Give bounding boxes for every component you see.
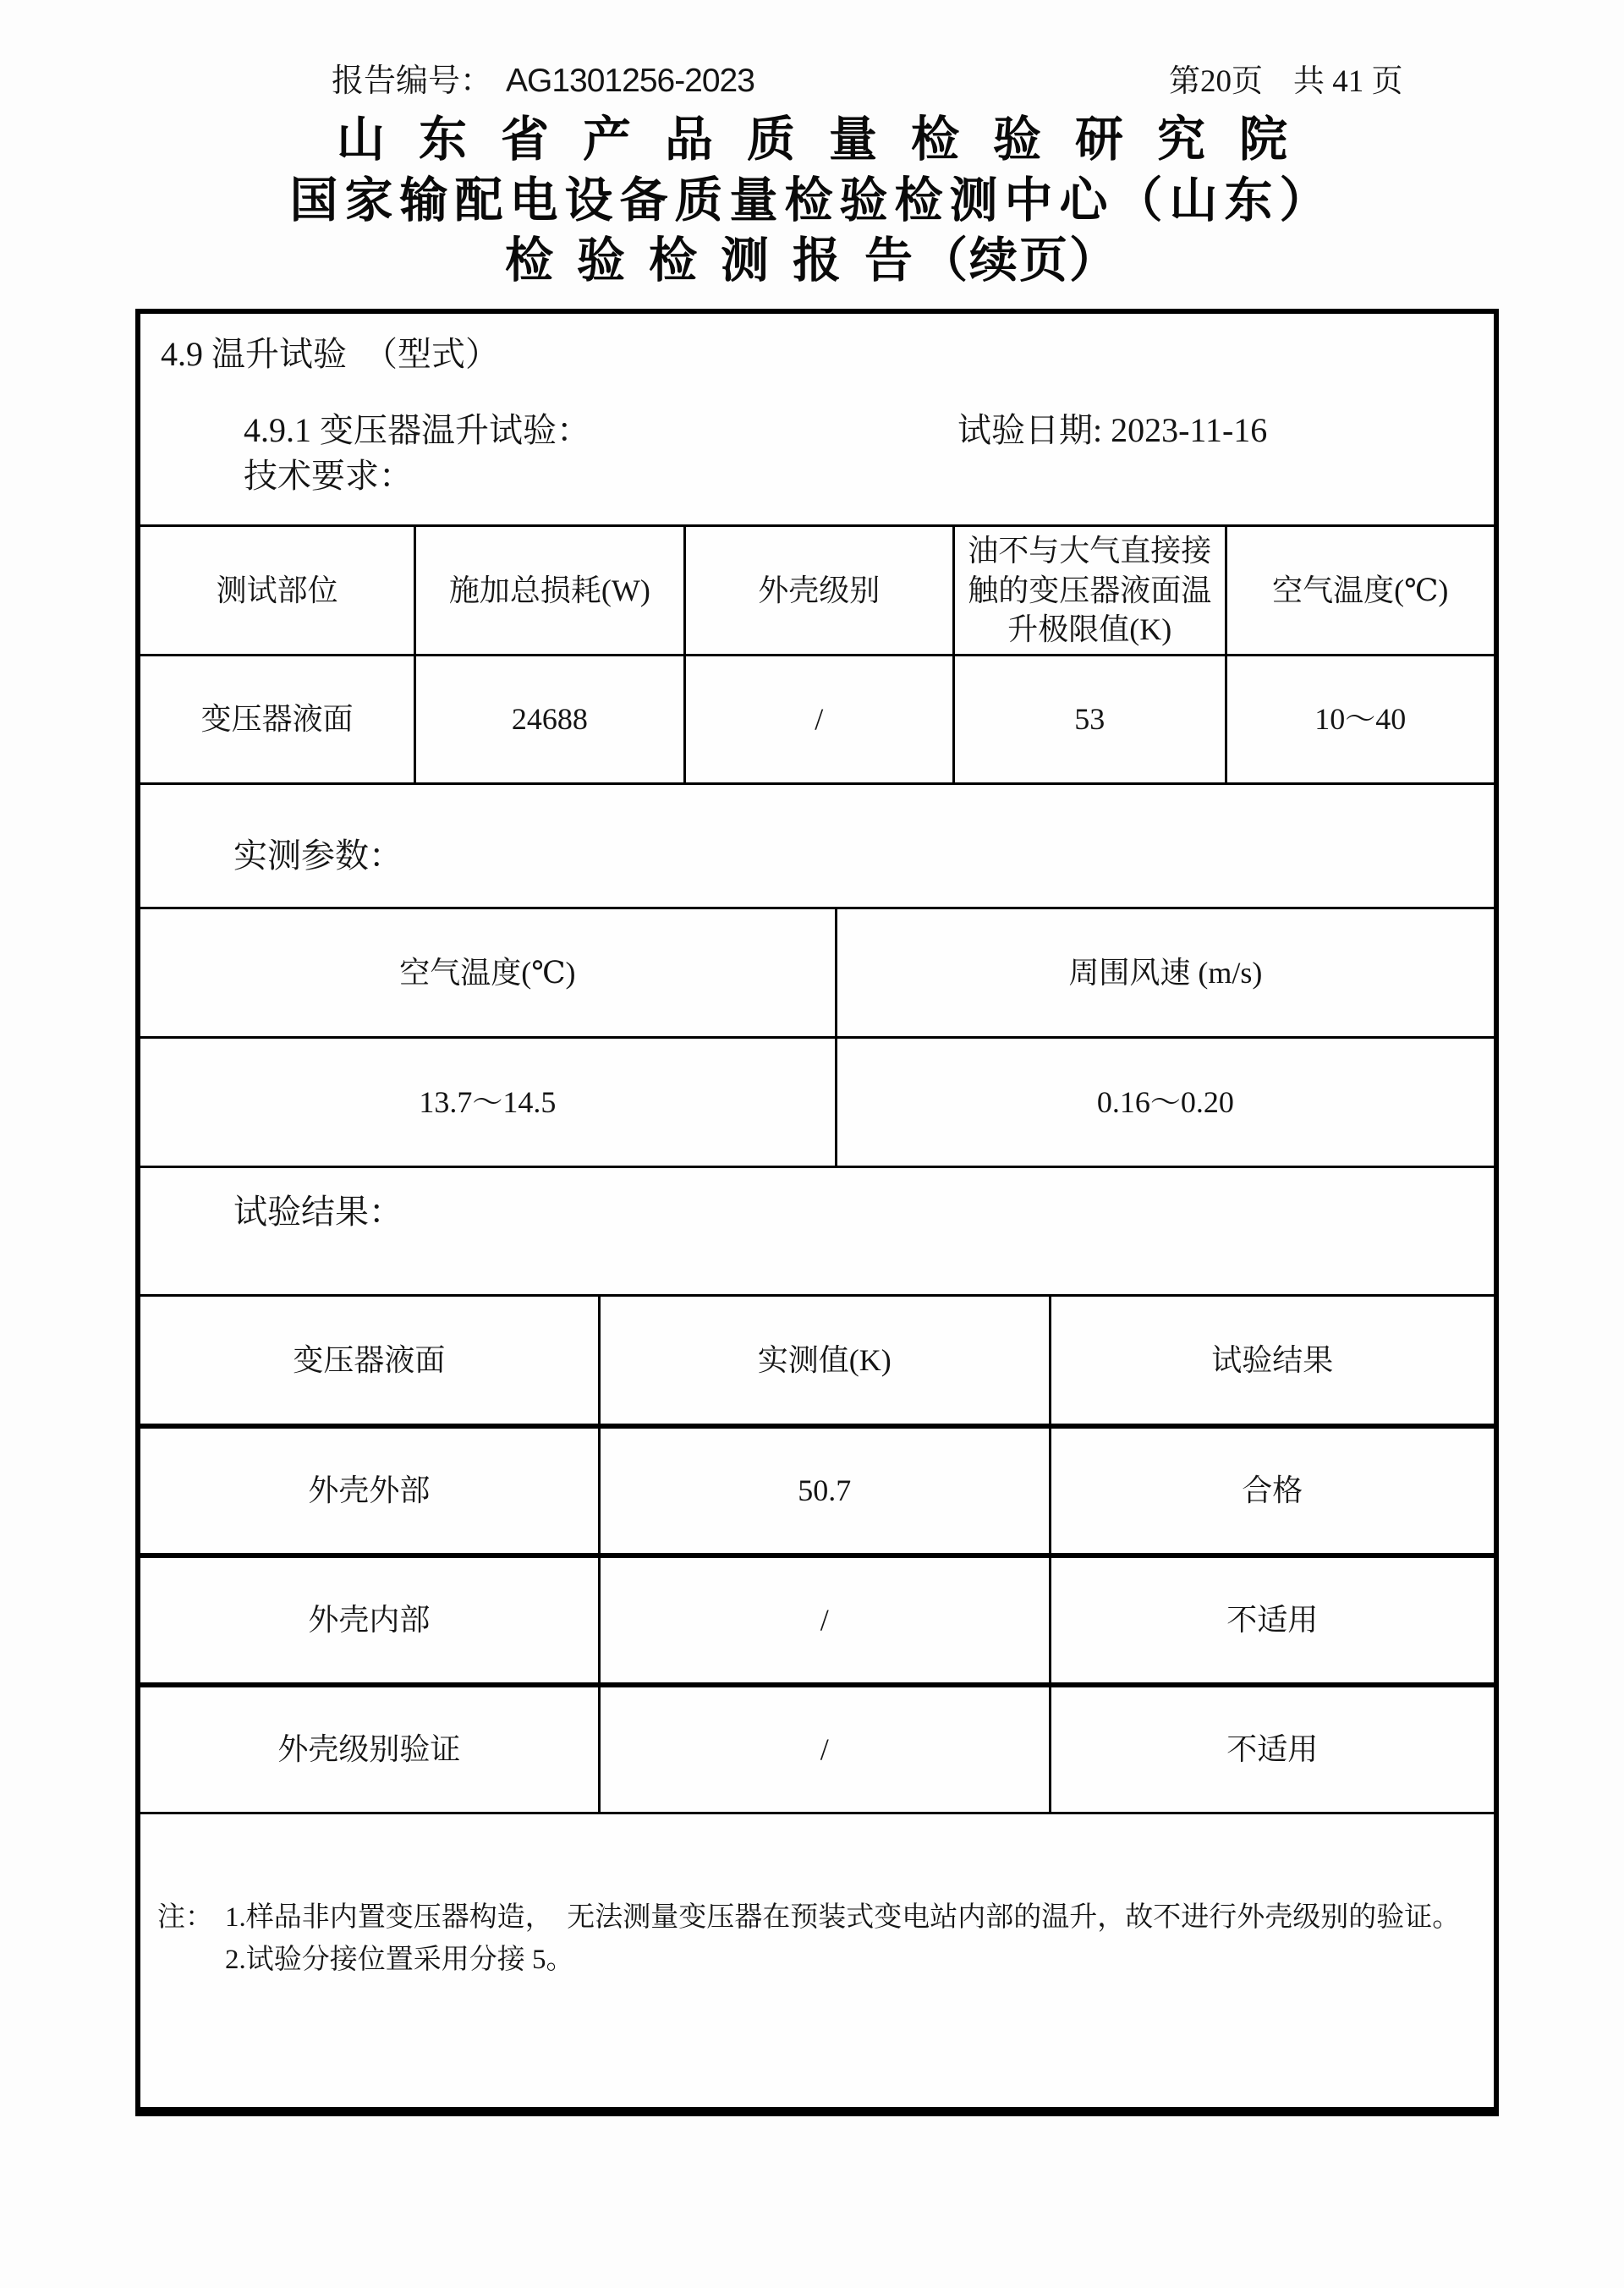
ambient-header-cell: 空气温度(℃) xyxy=(399,955,576,990)
measured-params-label: 实测参数： xyxy=(233,837,403,875)
tech-requirement-label: 技术要求： xyxy=(244,457,413,495)
report-number-value: AG1301256-2023 xyxy=(506,63,754,99)
test-result-band xyxy=(140,1166,1494,1294)
spec-cell-enclosure-class: / xyxy=(683,654,952,782)
result-header-cell: 试验结果 xyxy=(1049,1297,1494,1424)
result-cell-value: / xyxy=(598,1553,1049,1682)
result-cell-value: / xyxy=(598,1682,1049,1812)
test-date: 试验日期: 2023-11-16 xyxy=(957,411,1268,449)
section-heading: 4.9 温升试验 （型式） xyxy=(161,335,499,373)
report-body-box xyxy=(135,309,1499,2116)
page-total: 共 41 页 xyxy=(1293,64,1403,99)
note-item-1: 1.样品非内置变压器构造， 无法测量变压器在预装式变电站内部的温升，故不进行外壳级别的验证。 xyxy=(225,1902,1461,1933)
report-title-main: 检验检测报告 xyxy=(505,234,936,288)
report-number-label: 报告编号： xyxy=(332,63,493,99)
result-cell-item: 外壳外部 xyxy=(140,1424,598,1553)
result-header-cell: 实测值(K) xyxy=(598,1297,1049,1424)
page-header xyxy=(0,61,1624,105)
page-current: 第20页 xyxy=(1169,64,1263,99)
ambient-cell-wind: 0.16～0.20 xyxy=(835,1036,1494,1166)
spec-header-cell: 空气温度(℃) xyxy=(1225,527,1494,654)
result-cell-verdict: 不适用 xyxy=(1049,1682,1494,1812)
result-table xyxy=(140,1294,1494,1812)
page-indicator xyxy=(1169,66,1403,97)
spec-table xyxy=(140,524,1494,782)
ambient-cell-temp: 13.7～14.5 xyxy=(140,1036,835,1166)
result-cell-item: 外壳级别验证 xyxy=(140,1682,598,1812)
note-label: 注： xyxy=(157,1902,213,1933)
institute-title: 山东省产品质量检验研究院 xyxy=(337,113,1321,167)
note-band xyxy=(140,1812,1494,2107)
note-item-2: 2.试验分接位置采用分接 5。 xyxy=(225,1944,574,1975)
report-title-suffix: （续页） xyxy=(919,234,1119,288)
spec-cell-part: 变压器液面 xyxy=(140,654,414,782)
note-items xyxy=(225,1899,1468,1983)
spec-header-cell: 外壳级别 xyxy=(683,527,952,654)
test-result-label: 试验结果： xyxy=(233,1193,403,1231)
section-intro xyxy=(140,314,1494,524)
report-number xyxy=(332,64,754,97)
report-title xyxy=(0,234,1624,288)
result-cell-item: 外壳内部 xyxy=(140,1553,598,1682)
measured-params-band xyxy=(140,782,1494,907)
spec-header-cell: 测试部位 xyxy=(216,573,338,607)
ambient-table xyxy=(140,907,1494,1166)
center-title: 国家输配电设备质量检验检测中心（山东） xyxy=(289,174,1335,228)
result-cell-verdict: 不适用 xyxy=(1049,1553,1494,1682)
note-row xyxy=(157,1899,1468,1983)
ambient-header-cell: 周围风速 (m/s) xyxy=(835,909,1494,1036)
spec-cell-air-temp: 10～40 xyxy=(1225,654,1494,782)
result-header-cell: 变压器液面 xyxy=(293,1342,446,1377)
result-cell-verdict: 合格 xyxy=(1049,1424,1494,1553)
spec-header-cell: 施加总损耗(W) xyxy=(414,527,683,654)
result-cell-value: 50.7 xyxy=(598,1424,1049,1553)
spec-header-cell: 油不与大气直接接触的变压器液面温升极限值(K) xyxy=(952,527,1225,654)
section-subheading: 4.9.1 变压器温升试验： xyxy=(244,411,590,449)
spec-cell-limit: 53 xyxy=(952,654,1225,782)
spec-cell-loss: 24688 xyxy=(414,654,683,782)
